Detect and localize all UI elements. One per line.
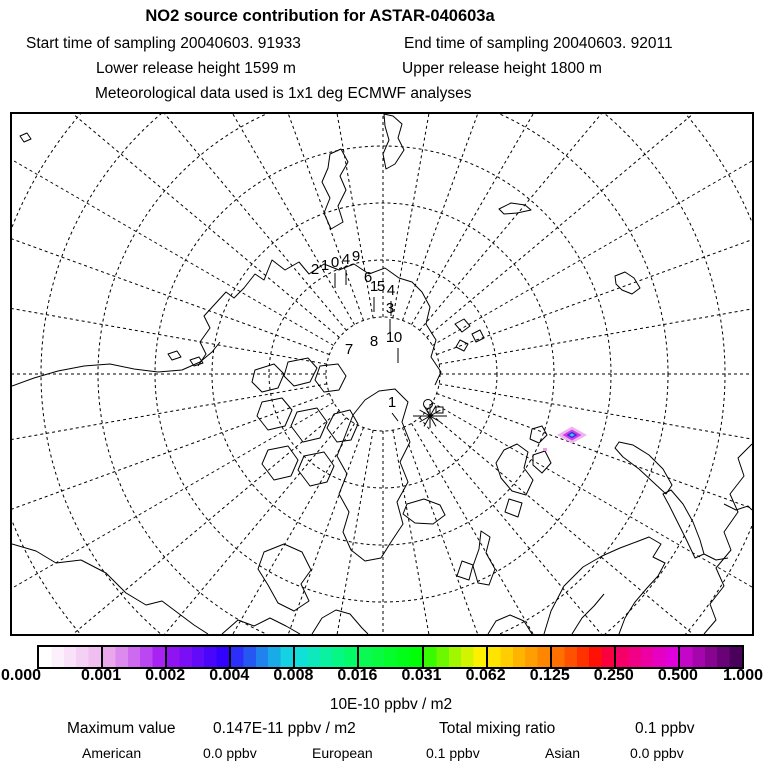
colorbar-unit-label: 10E-10 ppbv / m2 [329, 696, 453, 713]
svg-text:3: 3 [385, 300, 395, 317]
colorbar-tick-label: 1.000 [722, 667, 763, 684]
total-mixing-ratio-label: Total mixing ratio [439, 720, 556, 737]
colorbar-segment [229, 647, 293, 667]
svg-text:7: 7 [344, 341, 354, 358]
colorbar-tick-label: 0.001 [81, 667, 122, 684]
svg-text:4: 4 [341, 251, 351, 268]
polar-map [12, 114, 752, 634]
colorbar-segment [550, 647, 614, 667]
colorbar-tick-label: 0.002 [145, 667, 186, 684]
svg-text:1: 1 [385, 329, 395, 346]
colorbar-segment [39, 647, 101, 667]
svg-text:1: 1 [320, 257, 330, 274]
svg-text:8: 8 [369, 333, 379, 350]
plume-diamond [557, 427, 587, 444]
svg-text:0: 0 [330, 254, 340, 271]
total-mixing-ratio-value: 0.1 ppbv [635, 720, 695, 737]
map-panel [10, 112, 754, 636]
sampling-start-text: Start time of sampling 20040603. 91933 [26, 35, 301, 52]
colorbar-tick-label: 0.031 [401, 667, 442, 684]
maximum-value: 0.147E-11 ppbv / m2 [213, 720, 356, 737]
svg-text:4: 4 [386, 282, 396, 299]
lower-release-text: Lower release height 1599 m [96, 60, 296, 77]
region-asian-value: 0.0 ppbv [630, 745, 684, 761]
svg-text:6: 6 [363, 269, 373, 286]
colorbar-tick-label: 0.062 [465, 667, 506, 684]
colorbar-tick-label: 0.008 [273, 667, 314, 684]
colorbar-tick-label: 0.016 [337, 667, 378, 684]
upper-release-text: Upper release height 1800 m [402, 60, 602, 77]
colorbar-segment [422, 647, 486, 667]
svg-text:1: 1 [369, 278, 379, 295]
colorbar-segment [101, 647, 165, 667]
colorbar-ticks [0, 667, 768, 687]
region-european-label: European [312, 745, 373, 761]
svg-text:1: 1 [387, 394, 397, 411]
region-asian-label: Asian [545, 745, 581, 761]
meteorology-note-text: Meteorological data used is 1x1 deg ECMWF analyses [95, 85, 472, 102]
sampling-end-text: End time of sampling 20040603. 92011 [404, 35, 673, 52]
svg-text:0: 0 [393, 329, 403, 346]
colorbar-segment [293, 647, 357, 667]
region-european-value: 0.1 ppbv [426, 745, 480, 761]
svg-text:2: 2 [310, 261, 320, 278]
colorbar-segment [678, 647, 742, 667]
colorbar-tick-label: 0.250 [593, 667, 634, 684]
colorbar-segment [486, 647, 550, 667]
region-american-value: 0.0 ppbv [203, 745, 257, 761]
flight-track-labels [311, 248, 402, 421]
colorbar-tick-label: 0.500 [657, 667, 698, 684]
region-american-label: American [82, 745, 142, 761]
figure-title: NO2 source contribution for ASTAR-040603a [145, 7, 495, 25]
colorbar-tick-label: 0.004 [209, 667, 250, 684]
colorbar-tick-label: 0.000 [1, 667, 42, 684]
colorbar-tick-label: 0.125 [529, 667, 570, 684]
maximum-value-label: Maximum value [67, 720, 176, 737]
colorbar-segment [357, 647, 421, 667]
svg-text:5: 5 [376, 278, 386, 295]
colorbar [37, 645, 744, 669]
plume-speck [543, 448, 547, 451]
colorbar-segment [165, 647, 229, 667]
colorbar-segment [614, 647, 678, 667]
svg-text:9: 9 [351, 248, 361, 265]
